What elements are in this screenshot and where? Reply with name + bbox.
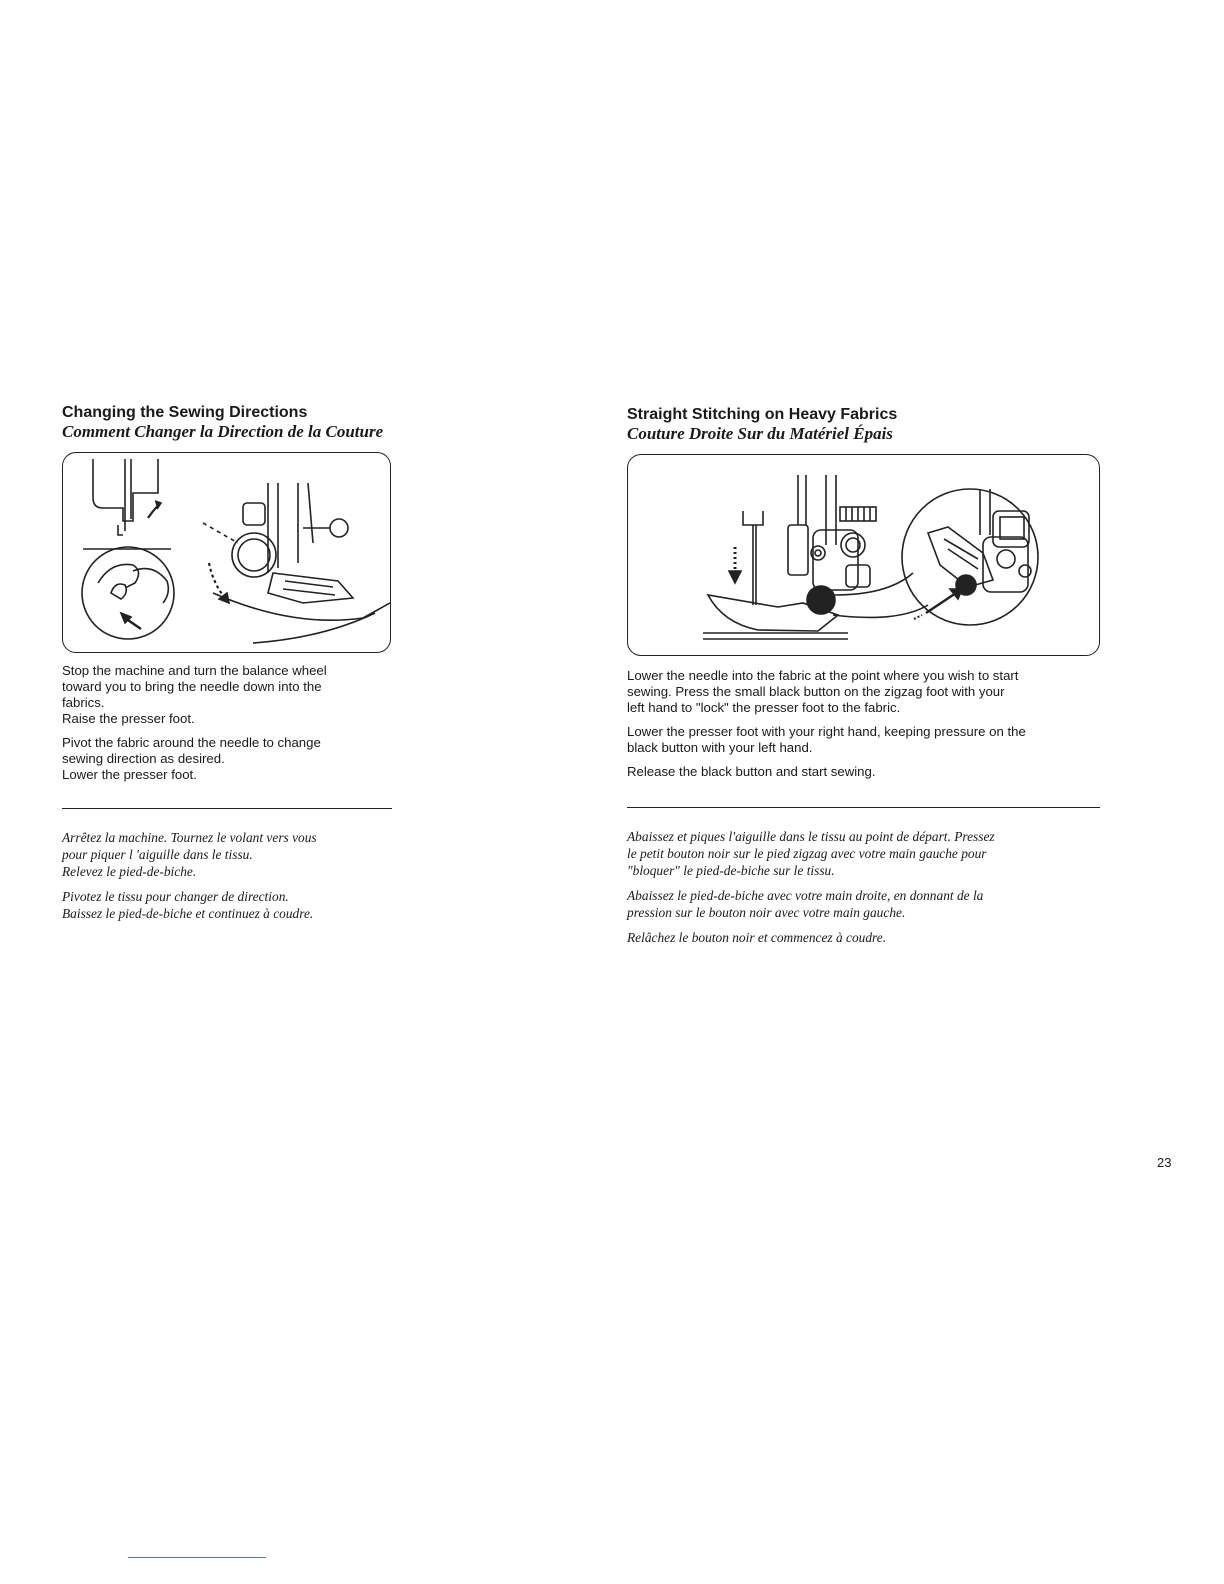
text-line: pression sur le bouton noir avec votre main gauche. [627,905,906,920]
text-line: Arrêtez la machine. Tournez le volant vers vous [62,830,317,845]
section-title-en: Changing the Sewing Directions [62,404,308,421]
text-line: Release the black button and start sewing. [627,764,876,779]
text-line: Pivotez le tissu pour changer de direction. [62,889,289,904]
page-number: 23 [1157,1155,1172,1170]
footer-divider [128,1557,266,1558]
text-line: Lower the presser foot. [62,767,197,782]
instructions-fr [627,828,1100,946]
sewing-machine-icon [63,453,390,652]
text-line: left hand to "lock" the presser foot to the fabric. [627,700,901,715]
text-line: pour piquer l 'aiguille dans le tissu. [62,847,253,862]
text-line: Abaissez le pied-de-biche avec votre main droite, en donnant de la [627,888,984,903]
text-line: "bloquer" le pied-de-biche sur le tissu. [627,863,835,878]
divider [627,807,1100,808]
text-line: Relevez le pied-de-biche. [62,864,197,879]
section-changing-directions [62,403,392,922]
presser-foot-icon [628,455,1099,655]
instructions-fr [62,829,392,922]
text-line: Baissez le pied-de-biche et continuez à coudre. [62,906,314,921]
section-title-fr: Couture Droite Sur du Matériel Épais [627,424,893,443]
text-line: Pivot the fabric around the needle to change [62,735,321,750]
text-line: Abaissez et piques l'aiguille dans le tissu au point de départ. Pressez [627,829,995,844]
text-line: sewing direction as desired. [62,751,225,766]
section-title-fr: Comment Changer la Direction de la Couture [62,422,384,441]
text-line: toward you to bring the needle down into the [62,679,322,694]
instructions-en [62,663,392,783]
divider [62,808,392,809]
section-title-en: Straight Stitching on Heavy Fabrics [627,406,898,423]
text-line: le petit bouton noir sur le pied zigzag avec votre main gauche pour [627,846,987,861]
section-heavy-fabrics [627,405,1100,946]
text-line: Lower the presser foot with your right hand, keeping pressure on the [627,724,1026,739]
sewing-direction-illustration [62,452,391,653]
text-line: Relâchez le bouton noir et commencez à coudre. [627,930,887,945]
text-line: Lower the needle into the fabric at the point where you wish to start [627,668,1019,683]
zigzag-foot-lock-illustration [627,454,1100,656]
text-line: Raise the presser foot. [62,711,195,726]
instructions-en [627,668,1100,780]
text-line: black button with your left hand. [627,740,813,755]
text-line: fabrics. [62,695,105,710]
text-line: sewing. Press the small black button on the zigzag foot with your [627,684,1005,699]
text-line: Stop the machine and turn the balance wheel [62,663,327,678]
